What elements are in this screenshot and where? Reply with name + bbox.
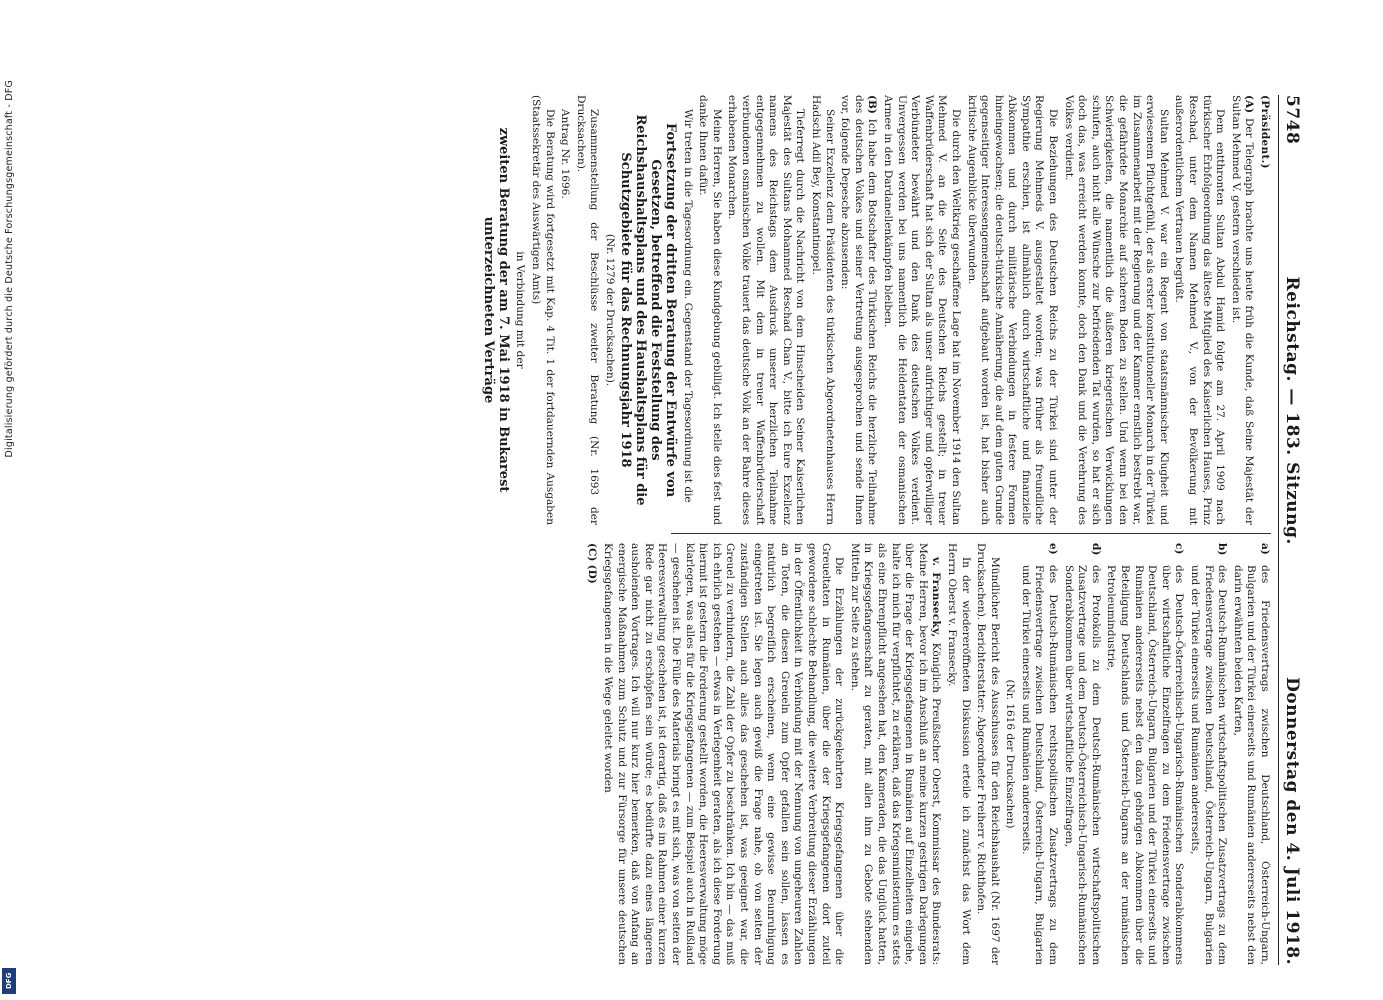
paragraph: Antrag Nr. 1696. xyxy=(559,109,572,199)
right-column xyxy=(81,543,1271,965)
paragraph: v. Fransecky, Königlich Preußischer Oberst, Kommissar des Bundesrats: Meine Herren, bevor ich im Anschluß an meine kurzen gestrigen Darlegungen über die Frage der Kriegsgefangenen in Rumänien auf Einzelheiten eingehe, halte ich mich für verpflichtet, zu erklären, daß das Kriegsministerium es stets als eine Ehrenpflicht angesehen hat, den Kameraden, die das Unglück hatten, in Kriegsgefangenschaft zu geraten, mit allen ihm zu Gebote stehenden Mitteln zur Seite zu stehen. xyxy=(848,543,943,965)
digitization-credit: Digitalisierung gefördert durch die Deutsche Forschungsgemeinschaft - DFG xyxy=(4,80,15,458)
paragraph: Die Beziehungen des Deutschen Reichs zu der Türkei sind unter der Regierung Mehmeds V. ausgestaltet worden; was früher als freundliche Sympathie erschien, ist allmählich durch wirtschaftliche und finanzielle Abkommen und durch militärische Verbindungen in festere Formen hineingewachsen; die deutsch-türkische Annäherung, die auf dem guten Grunde gegenseitiger Interessengemeinschaft aufgebaut worden ist, hat bisher auch kritische Augenblicke überwunden. xyxy=(965,95,1060,525)
paragraph: Die Erzählungen der zurückgekehrten Kriegsgefangenen über die Greueltaten in Rumänien, über die der Kriegsgefangenen dort zuteil gewordene schlechte Behandlung, die weitere Verbreitung dieser Erzählungen in der Öffentlichkeit in Verbindung mit der Nennung von ungeheuren Zahlen an Toten, die diesen Greueln zum Opfer gefallen sein sollen, lassen es natürlich begreiflich erscheinen, wenn eine gewisse Beunruhigung eingetreten ist. Sie legen auch gewiß die Frage nahe, ob von seiten der zuständigen Stellen auch alles das geschehen ist, was geeignet war, die Greuel zu verhindern, die Zahl der Opfer zu beschränken. Ich bin — das muß ich ehrlich gestehen — etwas in Verlegenheit geraten, als ich diese Forderung hiermit ist gestern die Forderung gestellt worden, die Heeresverwaltung möge klarlegen, was alles für die Kriegsgefangenen — zum Beispiel auch in Rußland — geschehen ist. Die Fülle des Materials bringt es mit sich, was von seiten der Heeresverwaltung geschehen ist, ist derartig, daß es im Rahmen einer kurzen Rede gar nicht zu erschöpfen sein würde; es bedürfte dazu eines längeren ausholenden Vortrages. Ich will nur kurz hier bemerken, daß von Anfang an energische Maßnahmen zum Schutz und zur Fürsorge für unsere deutschen Kriegsgefangenen in die Wege geleitet worden xyxy=(602,543,846,965)
paragraph: in Verbindung mit der xyxy=(514,251,527,369)
paragraph: Tieferregt durch die Nachricht von dem Hinscheiden Seiner Kaiserlichen Majestät des Sultans Mohammed Reschad Chan V., bitte ich Eure Exzellenz namens des Reichstags dem Ausdruck unserer herzlichen Teilnahme entgegennehmen zu wollen. Mit dem in treuer Waffenbrüderschaft verbundenen osmanischen Volke trauert das deutsche Volk an der Bahre dieses erhabenen Monarchen. xyxy=(726,95,807,525)
paragraph: Zusammenstellung der Beschlüsse zweiter Beratung (Nr. 1693 der Drucksachen). xyxy=(574,95,601,525)
paragraph: Mündlicher Bericht des Ausschusses für den Reichshaushalt (Nr. 1697 der Drucksachen). Berichterstatter: Abgeordneter Freiherr v. Richthofen. xyxy=(975,543,1001,965)
paragraph: (Nr. 1279 der Drucksachen). xyxy=(604,233,617,387)
header-title: Reichstag. — 183. Sitzung. xyxy=(1282,276,1302,545)
header-date: Donnerstag den 4. Juli 1918. xyxy=(1282,677,1302,965)
paragraph: Die durch den Weltkrieg geschaffene Lage hat im November 1914 den Sultan Mehmed V. an die Seite des Deutschen Reichs gestellt; in treuer Waffenbrüderschaft hat sich der Sultan als unser aufrichtiger und opferwilliger Verbündeter bewährt und den Dank des deutschen Volkes verdient. Unvergessen werden bei uns namentlich die Heldentaten der osmanischen Armee in den Dardanellenkämpfen bleiben. xyxy=(881,95,962,525)
margin-marker: (B) xyxy=(866,95,879,114)
agenda-heading: zweiten Beratung der am 7. Mai 1918 in Bukarest unterzeichneten Verträge xyxy=(480,127,511,493)
paragraph: (Nr. 1616 der Drucksachen) xyxy=(1004,679,1017,829)
paragraph: Dem entthronten Sultan Abdul Hamid folgte am 27. April 1909 nach türkischer Erbfolgeordnung das älteste Mitglied des Kaiserlichen Hauses, Prinz Reschad, unter dem Namen Mehmed V., von der Bevölkerung mit außerordentlichem Vertrauen begrüßt. xyxy=(1173,95,1227,525)
newspaper-page xyxy=(65,95,1305,965)
list-item: e) des Deutsch-Rumänischen rechtspolitischen Zusatzvertrags zu dem Friedensvertrage zwischen Deutschland, Österreich-Ungarn, Bulgarien und der Türkei einerseits und Rumänien andererseits. xyxy=(1019,543,1060,965)
margin-marker: (A) xyxy=(1243,95,1256,114)
paragraph: In der wiedereröffneten Diskussion erteile ich zunächst das Wort dem Herrn Oberst v. Fransecky. xyxy=(945,543,972,965)
paragraph: Seiner Exzellenz dem Präsidenten des türkischen Abgeordnetenhauses Herrn Hadschi Adil Bey, Konstantinopel. xyxy=(810,95,836,525)
paragraph: (B) Ich habe dem Botschafter des Türkischen Reichs die herzliche Teilnahme des deutschen Volkes und seiner Vertretung ausgesprochen und sende Ihnen vor, folgende Depesche abzusenden: xyxy=(839,95,879,525)
column-divider xyxy=(671,533,1271,534)
margin-markers: (C) (D) xyxy=(586,543,599,584)
paragraph: (A) Der Telegraph brachte uns heute früh die Kunde, daß Seine Majestät der Sultan Mehmed V. gestern verschieden ist. xyxy=(1229,95,1256,525)
agenda-heading: Fortsetzung der dritten Beratung der Entwürfe von Gesetzen, betreffend die Feststellung des Reichshaushaltsplans und des Haushaltsplans für die Schutzgebiete für das Rechnungsjahr 1918 xyxy=(618,114,679,506)
dfg-logo: DFG xyxy=(2,968,16,994)
speaker-tag: (Präsident.) xyxy=(1259,95,1271,169)
paragraph: Sultan Mehmed V. war ein Regent von staatsmännischer Klugheit und erwiesenem Pflichtgefühl, der als erster konstitutioneller Monarch in der Türkei im Zusammenarbeit mit der Regierung und der Kammer ernstlich bestrebt war, die gefährdete Monarchie auf sicheren Boden zu stellen. Und wenn bei den Schwierigkeiten, die namentlich die äußeren kriegerischen Verwicklungen schufen, auch nicht alle Wünsche zur befriedenden Tat wurden, so hat er sich doch das, was erreicht werden konnte, doch den Dank und die Verehrung des Volkes verdient. xyxy=(1062,95,1170,525)
speaker-name: v. Fransecky, xyxy=(930,557,943,638)
list-item: d) des Protokolls zu dem Deutsch-Rumänischen wirtschaftspolitischen Zusatzvertrage und dem Deutsch-Österreichisch-Ungarisch-Rumänischen Sonderabkommen über wirtschaftliche Einzelfragen, xyxy=(1062,543,1102,965)
paragraph: Meine Herren, Sie haben diese Kundgebung gebilligt. Ich stelle dies fest und danke Ihnen dafür. xyxy=(697,95,723,525)
paragraph: Wir treten in die Tagesordnung ein. Gegenstand der Tagesordnung ist die xyxy=(681,109,694,503)
list-item: b) des Deutsch-Rumänischen wirtschaftspolitischen Zusatzvertrags zu dem Friedensvertrage zwischen Deutschland, Österreich-Ungarn, Bulgarien und der Türkei einerseits und Rumänien andererseits, xyxy=(1189,543,1229,965)
left-column xyxy=(81,95,1271,525)
list-item: a) des Friedensvertrags zwischen Deutschland, Österreich-Ungarn, Bulgarien und der Türkei einerseits und Rumänien andererseits nebst den darin erwähnten beiden Karten, xyxy=(1231,543,1271,965)
page-number: 5748 xyxy=(1282,95,1302,145)
paragraph: Die Beratung wird fortgesetzt mit Kap. 4 Tit. 1 der fortdauernden Ausgaben (Staatssekretär des Auswärtigen Amts) xyxy=(530,95,556,525)
list-item: c) des Deutsch-Österreichisch-Ungarisch-Rumänischen Sonderabkommens über wirtschaftliche Einzelfragen zu dem Friedensvertrage zwischen Deutschland, Österreich-Ungarn, Bulgarien und der Türkei einerseits und Rumänien andererseits nebst den dazu gehörigen Abkommen über die Beteiligung Deutschlands und Österreich-Ungarns an der rumänischen Petroleumindustrie, xyxy=(1105,543,1186,965)
page-header xyxy=(1278,95,1305,965)
